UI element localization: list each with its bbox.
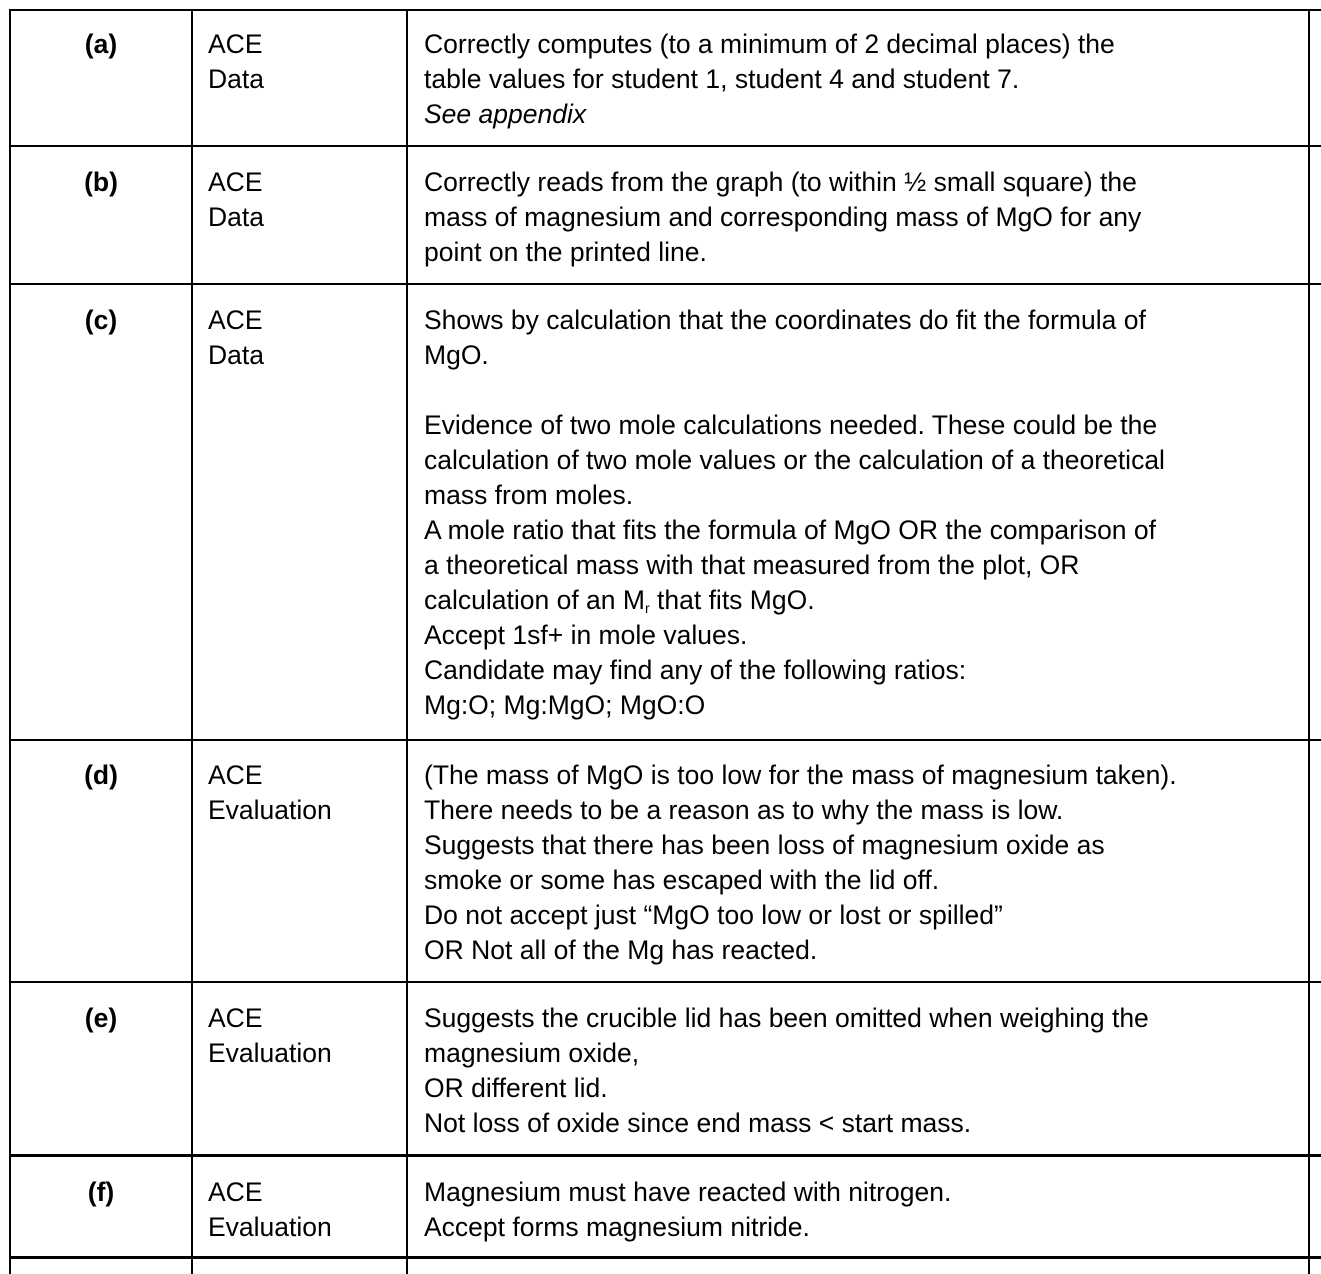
guidance-line-italic: See appendix [424,99,587,129]
question-label: (c) [84,305,118,335]
guidance-cell [424,303,1304,723]
category-cell [208,165,403,235]
question-label: (d) [84,760,118,790]
guidance-line: smoke or some has escaped with the lid off. [424,865,940,895]
category-line: ACE [208,29,263,59]
category-line: Evaluation [208,1212,332,1242]
category-cell [208,758,403,828]
row-divider [9,739,1321,741]
question-label: (e) [84,1003,118,1033]
guidance-line: MgO. [424,340,489,370]
guidance-line: OR Not all of the Mg has reacted. [424,935,818,965]
guidance-line: Evidence of two mole calculations needed. These could be the [424,410,1158,440]
guidance-line: a theoretical mass with that measured from the plot, OR [424,550,1080,580]
guidance-cell [424,27,1304,132]
guidance-line: Correctly reads from the graph (to within ½ small square) the [424,167,1137,197]
mr-text-before: calculation of an M [424,585,645,615]
guidance-line: Accept forms magnesium nitride. [424,1212,810,1242]
guidance-line: There needs to be a reason as to why the mass is low. [424,795,1064,825]
category-line: Data [208,340,264,370]
row-divider [9,145,1321,147]
guidance-cell [424,165,1304,270]
row-divider [9,981,1321,983]
category-line: Data [208,64,264,94]
mr-subscript: r [644,600,650,616]
guidance-line: table values for student 1, student 4 and student 7. [424,64,1020,94]
guidance-line: calculation of two mole values or the calculation of a theoretical [424,445,1165,475]
mr-text-after: that fits MgO. [649,585,815,615]
category-cell [208,27,403,97]
guidance-line-mr [424,583,1304,618]
category-line: Evaluation [208,1038,332,1068]
guidance-line: Shows by calculation that the coordinates do fit the formula of [424,305,1146,335]
guidance-line: magnesium oxide, [424,1038,640,1068]
guidance-line: Accept 1sf+ in mole values. [424,620,748,650]
row-divider [9,283,1321,285]
category-line: Data [208,202,264,232]
guidance-line: OR different lid. [424,1073,608,1103]
guidance-cell [424,1175,1304,1245]
row-divider [9,1154,1321,1157]
guidance-line: Candidate may find any of the following ratios: [424,655,967,685]
guidance-line: Not loss of oxide since end mass < start mass. [424,1108,972,1138]
table-border-right [1308,10,1310,1274]
guidance-line: mass from moles. [424,480,634,510]
category-line: ACE [208,305,263,335]
question-label: (f) [87,1177,115,1207]
guidance-line: Correctly computes (to a minimum of 2 decimal places) the [424,29,1115,59]
guidance-line: Suggests the crucible lid has been omitted when weighing the [424,1003,1149,1033]
category-line: Evaluation [208,795,332,825]
category-line: ACE [208,167,263,197]
guidance-line: Do not accept just “MgO too low or lost or spilled” [424,900,1003,930]
table-border-top [9,9,1321,11]
guidance-line: Mg:O; Mg:MgO; MgO:O [424,690,706,720]
guidance-line: Magnesium must have reacted with nitrogen. [424,1177,952,1207]
question-label: (b) [84,167,118,197]
category-line: ACE [208,1003,263,1033]
category-line: ACE [208,1177,263,1207]
column-divider-2 [406,10,408,1274]
question-label: (a) [84,29,118,59]
category-line: ACE [208,760,263,790]
category-cell [208,1175,403,1245]
category-cell [208,1001,403,1071]
guidance-line: (The mass of MgO is too low for the mass of magnesium taken). [424,760,1177,790]
paragraph-gap [424,373,1304,408]
guidance-line: mass of magnesium and corresponding mass of MgO for any [424,202,1142,232]
guidance-cell [424,1001,1304,1141]
guidance-line: point on the printed line. [424,237,707,267]
guidance-line: Suggests that there has been loss of magnesium oxide as [424,830,1105,860]
guidance-line: A mole ratio that fits the formula of MgO OR the comparison of [424,515,1157,545]
category-cell [208,303,403,373]
guidance-cell [424,758,1304,968]
row-divider [9,1256,1321,1259]
